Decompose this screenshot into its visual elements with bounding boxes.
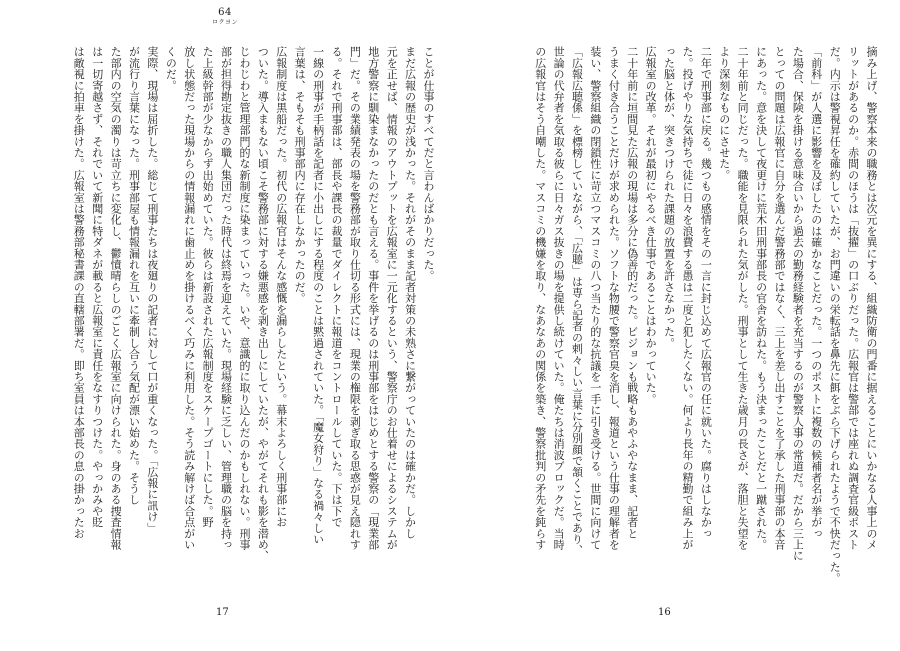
text-line: 門」だ。その業績発表の場を警務部が取り仕切る形式には、現業の権限を剥ぎ取る思惑が見え隠れす <box>348 46 362 550</box>
text-line: 世論の代弁者を気取る彼らに日々ガス抜きの場を提供し続けていた。俺たちは消波ブロックだ。当時 <box>552 46 566 550</box>
text-line: 二年で刑事部に戻る。幾つもの感情をその一言に封じ込めて広報官の任に就いた。腐りはしなかっ <box>699 46 713 539</box>
text-line: まだ広報の歴史が浅かった。それがそのまま記者対策の未熟さに繋がっていたのは確かだ。しかし <box>403 46 417 539</box>
left-page-text <box>22 46 437 586</box>
text-line: 摘み上げ、警察本来の職務とは次元を異にする、組織防衛の門番に据えることにいかなる人事上のメ <box>865 46 878 550</box>
text-line: ついた。導入まもない頃こそ警務部に対する嫌悪感を剥き出しにしていたが、やがてそれも影を潜め、 <box>256 46 270 562</box>
text-line: が流行り言葉になった。刑事部屋も情報漏れを互いに牽制し合う気配が漂い始めた。そうし <box>127 46 141 506</box>
text-line: 「広報広聴係」を標榜していながら、「広聴」は専ら記者の剌々しい言葉に分別顔で頷くことであり、 <box>570 46 584 556</box>
text-line: た場合、保険を掛ける意味合いから過去の勤務経験者を充当するのが警察人事の常道だ。だから三上に <box>791 46 805 562</box>
text-line: った脳と体が、突きつけられた課題の放置を許さなかった。 <box>662 46 676 349</box>
text-line: た上級幹部が少なからず出始めていた。彼らは新設された広報制度をスケープゴートにした。野 <box>201 46 215 528</box>
text-line: だ。内示は警視昇任を確約していたが、お門違いの栄転話を鼻先に餌をぶら下げられたようで不快だった。 <box>828 46 842 584</box>
text-line: 装い、警察組織の閉鎖性に苛立つマスコミの八つ当たり的な抗議を一手に引き受ける。世間に向けて <box>588 46 602 550</box>
text-line: る。それで刑事部は、部長や課長の裁量でダイレクトに報道をコントロールしていた。下は下で <box>329 46 343 528</box>
text-line: 広報室の改革。それが最初にやるべき仕事であることはわかっていた。 <box>644 46 658 405</box>
text-line: 広報制度は黒船だった。初代の広報官はそんな感慨を漏らしたという。幕末よろしく刑事部にお <box>274 46 288 528</box>
text-line: た部内の空気の濁りは苛立ちに変化し、鬱憤晴らしのごとく広報室に向けられた。身のある捜査情報 <box>109 46 123 550</box>
text-line: は一切寄越さず、それでいて新聞に特ダネが載ると広報室に責任をなすりつけた。やっかみや貶 <box>90 46 104 528</box>
right-page-text <box>455 46 880 586</box>
page-number-right: 16 <box>658 607 671 618</box>
text-line: 地方警察に馴染まなかったのだとも言える。事件を挙げるのは刑事部をはじめとする警察の「現業部 <box>366 46 380 550</box>
text-line: の広報官はそう自嘲した。マスコミの機嫌を取り、なあなあの関係を築き、警察批判の矛先を鈍らす <box>533 46 547 550</box>
text-line: より深刻なものにさせた。 <box>717 46 731 181</box>
text-line: くのだ。 <box>164 46 178 91</box>
text-line: た。投げやりな気持ちで徒に日々を浪費する愚は二度と犯したくない。何より長年の精勤で組み上が <box>680 46 694 550</box>
text-line: 二十年前と同じだった。職能を見限られた気がした。刑事として生きた歳月の長さが、落胆と失望を <box>736 46 750 550</box>
text-line: にあった。意を決して夜更けに荒木田刑事部長の官舎を訪ねた。もう決まったことだと一蹴された。 <box>754 46 768 550</box>
text-line: 元を正せば、情報のアウトプットを広報室に一元化するという、警察庁のお仕着せによるシステムが <box>385 46 399 550</box>
running-head-title: ロクヨン <box>211 19 238 26</box>
text-line: は敵視に拍車を掛けた。広報室は警務部秘書課の直轄部署だ。即ち室員は本部長の息の掛かったお <box>72 46 86 539</box>
text-line: じわじわと管理部門的な新制度に染まっていった。いや、意識的に取り込んだのかもしれない。刑事 <box>237 46 251 550</box>
text-line: 二十年前に垣間見た広報の現場は多分に偽善的だった。ビジョンも戦略もあやふやなまま、記者と <box>625 46 639 539</box>
text-line: 実際、現場は屈折した。総じて刑事たちは夜廻りの記者に対して口が重くなった。「広報に訊け」 <box>145 46 159 534</box>
text-line: 部が担得勘定抜きの職人集団だった時代は終焉を迎えていた。現場経験に乏しい、管理職の脳を持っ <box>219 46 233 550</box>
text-line: うまく付き合うことだけが求められた。ソフトな物腰で警察官臭を消し、報道という仕事の理解者を <box>607 46 621 550</box>
text-line: リットがあるのか。赤間のほうは「抜擢」の口ぶりだった。広報官は警部では座れぬ調査官級ポスト <box>846 46 860 550</box>
text-line: 「前科」が人選に影響を及ぼしたのは確かなことだった。一つのポストに複数の候補者名が挙がっ <box>809 46 823 539</box>
text-line: 一線の刑事が手柄話を記者に小出しにする程度のことは黙過されていた。「魔女狩り」なる禍々しい <box>311 46 325 545</box>
text-line: 言葉は、そもそも刑事部内に存在しなかったのだ。 <box>293 46 307 304</box>
text-line: 放し状態だった現場からの情報漏れに歯止めを掛けるべく巧みに利用した。そう読み解けば合点がい <box>182 46 196 550</box>
running-head <box>0 8 450 26</box>
page-number-left: 17 <box>216 607 229 618</box>
running-head-number: 64 <box>218 7 232 18</box>
right-page <box>450 0 900 651</box>
text-line: ことが仕事のすべてだと言わんばかりだった。 <box>422 46 435 282</box>
text-line: とっての問題は広報官に自分を選んだ警務部ではなく、三上を差し出すことを了承した刑事部の本音 <box>772 46 786 550</box>
